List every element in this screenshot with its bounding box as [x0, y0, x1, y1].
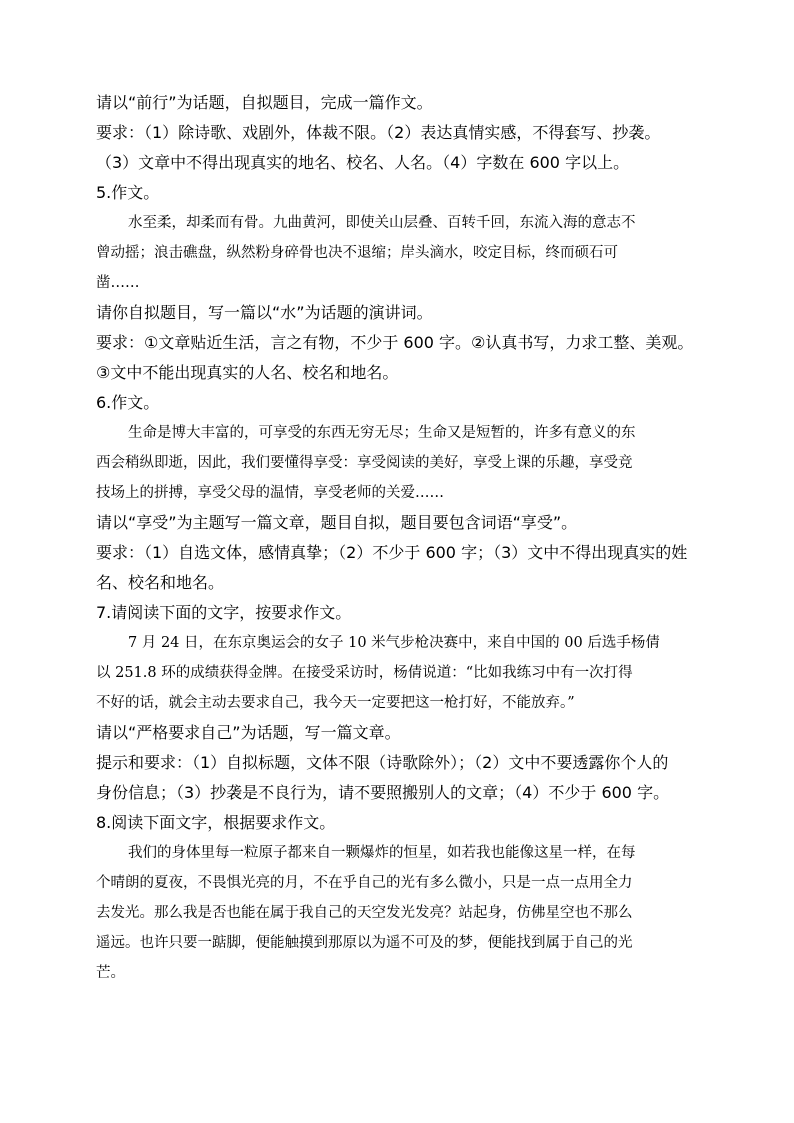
q7-heading: 7.请阅读下面的文字，按要求作文。 — [96, 603, 352, 622]
q6-prompt: 请以“享受”为主题写一篇文章，题目自拟，题目要包含词语“享受”。 — [96, 513, 578, 532]
q6-passage-line: 生命是博大丰富的，可享受的东西无穷无尽；生命又是短暂的，许多有意义的东 — [128, 425, 636, 441]
q6-passage-line: 技场上的拼搏，享受父母的温情，享受老师的关爱…… — [96, 485, 444, 501]
q7-requirement-1: 提示和要求：（1）自拟标题，文体不限（诗歌除外）；（2）文中不要透露你个人的 — [96, 753, 669, 772]
q5-passage-line: 水至柔，却柔而有骨。九曲黄河，即使关山层叠、百转千回，东流入海的意志不 — [128, 215, 636, 231]
intro-requirement-2: （3）文章中不得出现真实的地名、校名、人名。（4）字数在 600 字以上。 — [96, 153, 630, 172]
q7-passage-line: 不好的话，就会主动去要求自己，我今天一定要把这一枪打好，不能放弃。” — [96, 695, 575, 711]
q8-passage-line: 个晴朗的夏夜，不畏惧光亮的月，不在乎自己的光有多么微小，只是一点一点用全力 — [96, 875, 633, 891]
q5-requirement-2: ③文中不能出现真实的人名、校名和地名。 — [96, 363, 399, 382]
q5-prompt: 请你自拟题目，写一篇以“水”为话题的演讲词。 — [96, 303, 433, 322]
q7-passage-line: 7 月 24 日，在东京奥运会的女子 10 米气步枪决赛中，来自中国的 00 后选手杨倩 — [128, 635, 660, 651]
q5-passage-line: 曾动摇；浪击礁盘，纵然粉身碎骨也决不退缩；岸头滴水，咬定目标，终而硕石可 — [96, 245, 618, 261]
q5-requirement-1: 要求：①文章贴近生活，言之有物，不少于 600 字。②认真书写，力求工整、美观。 — [96, 333, 694, 352]
q8-passage-line: 去发光。那么我是否也能在属于我自己的天空发光发亮？站起身，仿佛星空也不那么 — [96, 905, 633, 921]
q7-requirement-2: 身份信息；（3）抄袭是不良行为，请不要照搬别人的文章；（4）不少于 600 字。 — [96, 783, 670, 802]
q8-heading: 8.阅读下面文字，根据要求作文。 — [96, 813, 336, 832]
q7-passage-line: 以 251.8 环的成绩获得金牌。在接受采访时，杨倩说道：“比如我练习中有一次打得 — [96, 665, 633, 681]
q8-passage-line: 芒。 — [96, 965, 125, 981]
q8-passage-line: 遥远。也许只要一踮脚，便能触摸到那原以为遥不可及的梦，便能找到属于自己的光 — [96, 935, 633, 951]
q5-heading: 5.作文。 — [96, 183, 160, 202]
document-page — [96, 88, 716, 988]
q6-requirement-2: 名、校名和地名。 — [96, 573, 225, 592]
q6-requirement-1: 要求：（1）自选文体，感情真挚；（2）不少于 600 字；（3）文中不得出现真实的姓 — [96, 543, 688, 562]
q6-passage-line: 西会稍纵即逝，因此，我们要懂得享受：享受阅读的美好，享受上课的乐趣，享受竞 — [96, 455, 633, 471]
q5-passage-line: 凿…… — [96, 275, 140, 291]
q8-passage-line: 我们的身体里每一粒原子都来自一颗爆炸的恒星，如若我也能像这星一样，在每 — [128, 845, 636, 861]
q6-heading: 6.作文。 — [96, 393, 160, 412]
q7-prompt: 请以“严格要求自己”为话题，写一篇文章。 — [96, 723, 401, 742]
intro-prompt: 请以“前行”为话题，自拟题目，完成一篇作文。 — [96, 93, 433, 112]
intro-requirement-1: 要求：（1）除诗歌、戏剧外，体裁不限。（2）表达真情实感，不得套写、抄袭。 — [96, 123, 661, 142]
